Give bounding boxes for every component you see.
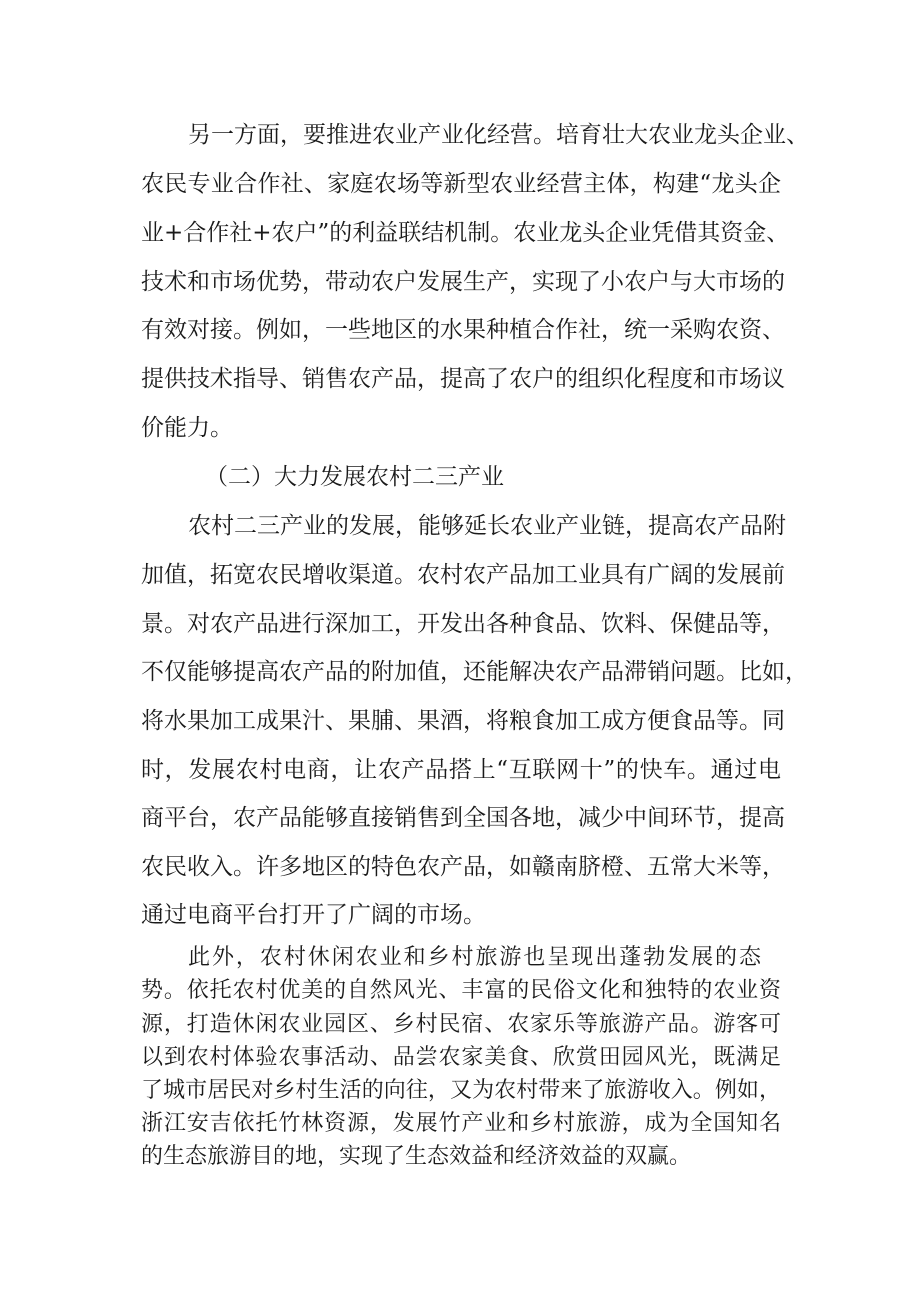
text-line: 商平台，农产品能够直接销售到全国各地，减少中间环节，提高: [141, 805, 785, 831]
text-line: 通过电商平台打开了广阔的市场。: [141, 902, 486, 928]
text-line: 价能力。: [141, 415, 233, 441]
text-line: 景。对农产品进行深加工，开发出各种食品、饮料、保健品等，: [141, 611, 785, 637]
text-line: 时，发展农村电商，让农产品搭上“互联网十”的快车。通过电: [141, 757, 781, 783]
text-line: 势。依托农村优美的自然风光、丰富的民俗文化和独特的农业资: [141, 978, 781, 1003]
text-line: 业+合作社+农户”的利益联结机制。农业龙头企业凭借其资金、: [141, 220, 790, 246]
text-line: 不仅能够提高农产品的附加值，还能解决农产品滞销问题。比如，: [141, 659, 808, 685]
text-line: 农民专业合作社、家庭农场等新型农业经营主体，构建“龙头企: [141, 171, 781, 197]
text-line: 了城市居民对乡村生活的向往，又为农村带来了旅游收入。例如，: [141, 1078, 781, 1103]
text-line: 技术和市场优势，带动农户发展生产，实现了小农户与大市场的: [141, 269, 785, 295]
text-line: 农民收入。许多地区的特色农产品，如赣南脐橙、五常大米等，: [141, 854, 785, 880]
text-line: 的生态旅游目的地，实现了生态效益和经济效益的双赢。: [141, 1144, 692, 1169]
text-line: 有效对接。例如，一些地区的水果种植合作社，统一采购农资、: [141, 317, 785, 343]
text-line: 提供技术指导、销售农产品，提高了农户的组织化程度和市场议: [141, 366, 785, 392]
text-line: 加值，拓宽农民增收渠道。农村农产品加工业具有广阔的发展前: [141, 562, 785, 588]
text-line: 农村二三产业的发展，能够延长农业产业链，提高农产品附: [188, 513, 786, 539]
section-heading: （二）大力发展农村二三产业: [205, 464, 504, 490]
text-line: 此外，农村休闲农业和乡村旅游也呈现出蓬勃发展的态: [188, 945, 761, 970]
text-line: 将水果加工成果汁、果脯、果酒，将粮食加工成方便食品等。同: [141, 708, 785, 734]
text-line: 浙江安吉依托竹林资源，发展竹产业和乡村旅游，成为全国知名: [141, 1111, 781, 1136]
text-line: 另一方面，要推进农业产业化经营。培育壮大农业龙头企业、: [188, 122, 809, 148]
text-line: 源，打造休闲农业园区、乡村民宿、农家乐等旅游产品。游客可: [141, 1012, 781, 1037]
text-line: 以到农村体验农事活动、品尝农家美食、欣赏田园风光，既满足: [141, 1045, 781, 1070]
